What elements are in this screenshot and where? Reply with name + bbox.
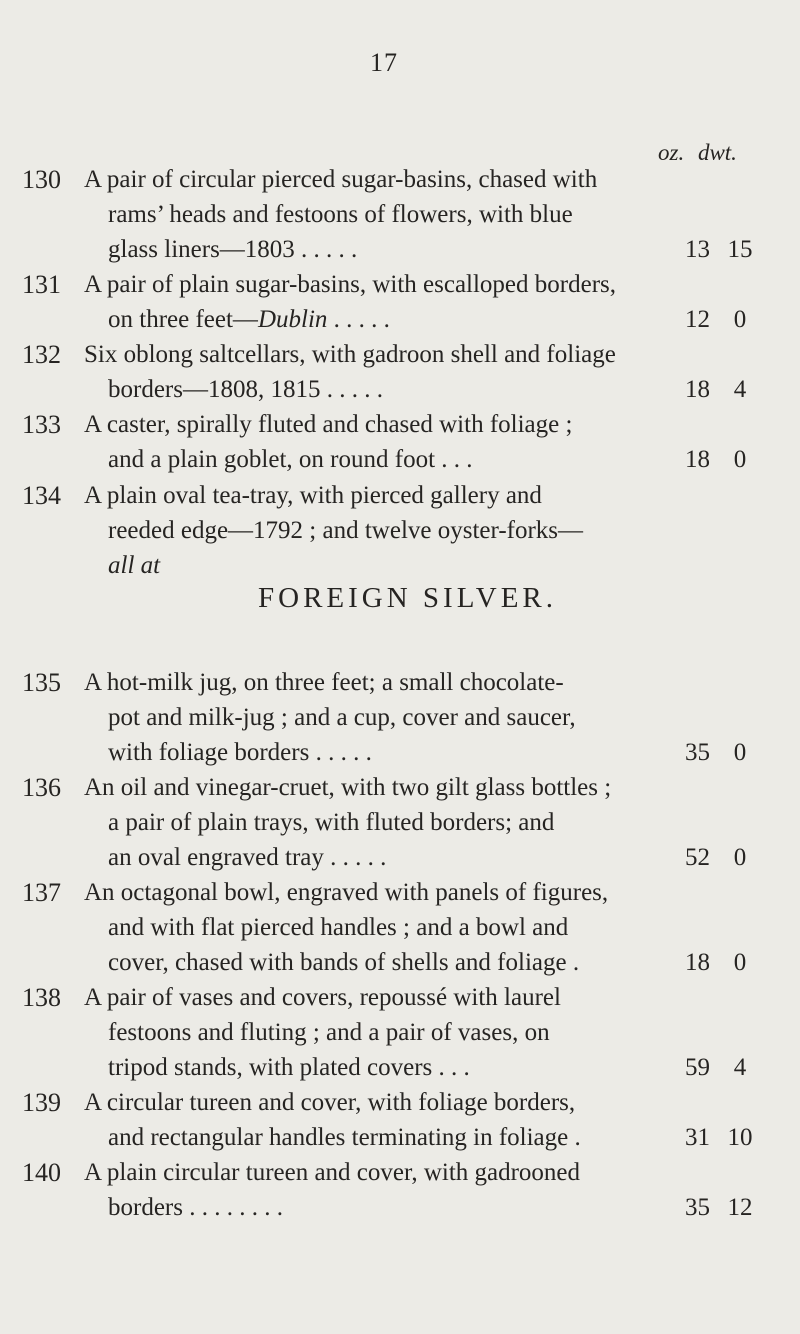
description-line: A caster, spirally fluted and chased with foliage ;: [84, 411, 573, 438]
lot-number: 136: [22, 773, 61, 802]
weight-oz: 18: [685, 446, 710, 473]
description-line: all at: [108, 552, 161, 579]
weight-dwt: 15: [727, 236, 753, 263]
weight-oz: 35: [685, 1194, 710, 1221]
description-line: and rectangular handles terminating in foliage .: [108, 1124, 581, 1151]
weight-dwt: 4: [733, 376, 747, 403]
price-units-header: oz. dwt.: [658, 140, 737, 165]
description-line: A plain circular tureen and cover, with gadrooned: [84, 1159, 581, 1186]
lot-number: 138: [22, 983, 61, 1012]
weight-dwt: 4: [733, 1054, 747, 1081]
description-line: pot and milk-jug ; and a cup, cover and saucer,: [108, 704, 576, 731]
description-line: rams’ heads and festoons of flowers, with blue: [108, 201, 573, 228]
description-line: An octagonal bowl, engraved with panels of figures,: [84, 879, 609, 906]
description-line: A hot-milk jug, on three feet; a small chocolate-: [84, 669, 564, 696]
lot-description: [84, 875, 632, 980]
lot-description: [84, 478, 632, 583]
description-line: glass liners—1803 . . . . .: [108, 236, 358, 263]
lot-weight: [660, 840, 790, 875]
weight-dwt: 10: [727, 1124, 753, 1151]
lot-weight: [660, 1190, 790, 1225]
lot-description: [84, 665, 632, 770]
page-number: 17: [370, 48, 398, 77]
lot-weight: [660, 945, 790, 980]
leader-dots: . . . . .: [327, 306, 390, 333]
weight-oz: 18: [685, 949, 710, 976]
description-line: an oval engraved tray . . . . .: [108, 844, 387, 871]
description-line: with foliage borders . . . . .: [108, 739, 372, 766]
lot-number: 130: [22, 165, 61, 194]
lot-description: [84, 407, 632, 477]
description-line: A pair of vases and covers, repoussé with laurel: [84, 984, 561, 1011]
lot-description: [84, 1155, 632, 1225]
weight-oz: 13: [685, 236, 710, 263]
lot-number: 139: [22, 1088, 61, 1117]
lot-description: [84, 162, 632, 267]
weight-dwt: 0: [733, 739, 747, 766]
lot-weight: [660, 735, 790, 770]
description-line: [84, 302, 632, 337]
weight-oz: 59: [685, 1054, 710, 1081]
lot-description: [84, 1085, 632, 1155]
weight-oz: 35: [685, 739, 710, 766]
weight-dwt: 0: [733, 446, 747, 473]
weight-dwt: 0: [733, 949, 747, 976]
description-line: tripod stands, with plated covers . . .: [108, 1054, 470, 1081]
description-line: A pair of circular pierced sugar-basins, chased with: [84, 166, 598, 193]
lot-number: 132: [22, 340, 61, 369]
lot-weight: [660, 1120, 790, 1155]
weight-oz: 12: [685, 306, 710, 333]
description-line: borders . . . . . . . .: [108, 1194, 283, 1221]
lot-description: [84, 980, 632, 1085]
lot-description: [84, 267, 632, 337]
description-line: a pair of plain trays, with fluted borders; and: [108, 809, 555, 836]
description-line: An oil and vinegar-cruet, with two gilt glass bottles ;: [84, 774, 612, 801]
lot-number: 131: [22, 270, 61, 299]
section-title: FOREIGN SILVER.: [258, 582, 558, 614]
description-line: festoons and fluting ; and a pair of vases, on: [108, 1019, 550, 1046]
description-line: reeded edge—1792 ; and twelve oyster-forks—: [108, 517, 584, 544]
weight-oz: 31: [685, 1124, 710, 1151]
weight-dwt: 0: [733, 844, 747, 871]
description-line: and with flat pierced handles ; and a bowl and: [108, 914, 569, 941]
description-line: and a plain goblet, on round foot . . .: [108, 446, 473, 473]
description-line: A pair of plain sugar-basins, with escalloped borders,: [84, 271, 617, 298]
lot-weight: [660, 1050, 790, 1085]
description-line: A plain oval tea-tray, with pierced gallery and: [84, 482, 542, 509]
lot-number: 135: [22, 668, 61, 697]
weight-dwt: 0: [733, 306, 747, 333]
lot-number: 134: [22, 481, 61, 510]
lot-weight: [660, 232, 790, 267]
lot-number: 133: [22, 410, 61, 439]
description-text: on three feet—: [108, 306, 258, 333]
lot-number: 137: [22, 878, 61, 907]
lot-weight: [660, 302, 790, 337]
weight-dwt: 12: [727, 1194, 753, 1221]
description-line: Six oblong saltcellars, with gadroon shell and foliage: [84, 341, 616, 368]
description-line: A circular tureen and cover, with foliage borders,: [84, 1089, 576, 1116]
weight-oz: 18: [685, 376, 710, 403]
lot-description: [84, 770, 632, 875]
place-name: Dublin: [257, 306, 328, 333]
lot-number: 140: [22, 1158, 61, 1187]
lot-weight: [660, 372, 790, 407]
lot-weight: [660, 442, 790, 477]
lot-description: [84, 337, 632, 407]
description-line: cover, chased with bands of shells and foliage .: [108, 949, 580, 976]
weight-oz: 52: [685, 844, 710, 871]
description-line: borders—1808, 1815 . . . . .: [108, 376, 383, 403]
